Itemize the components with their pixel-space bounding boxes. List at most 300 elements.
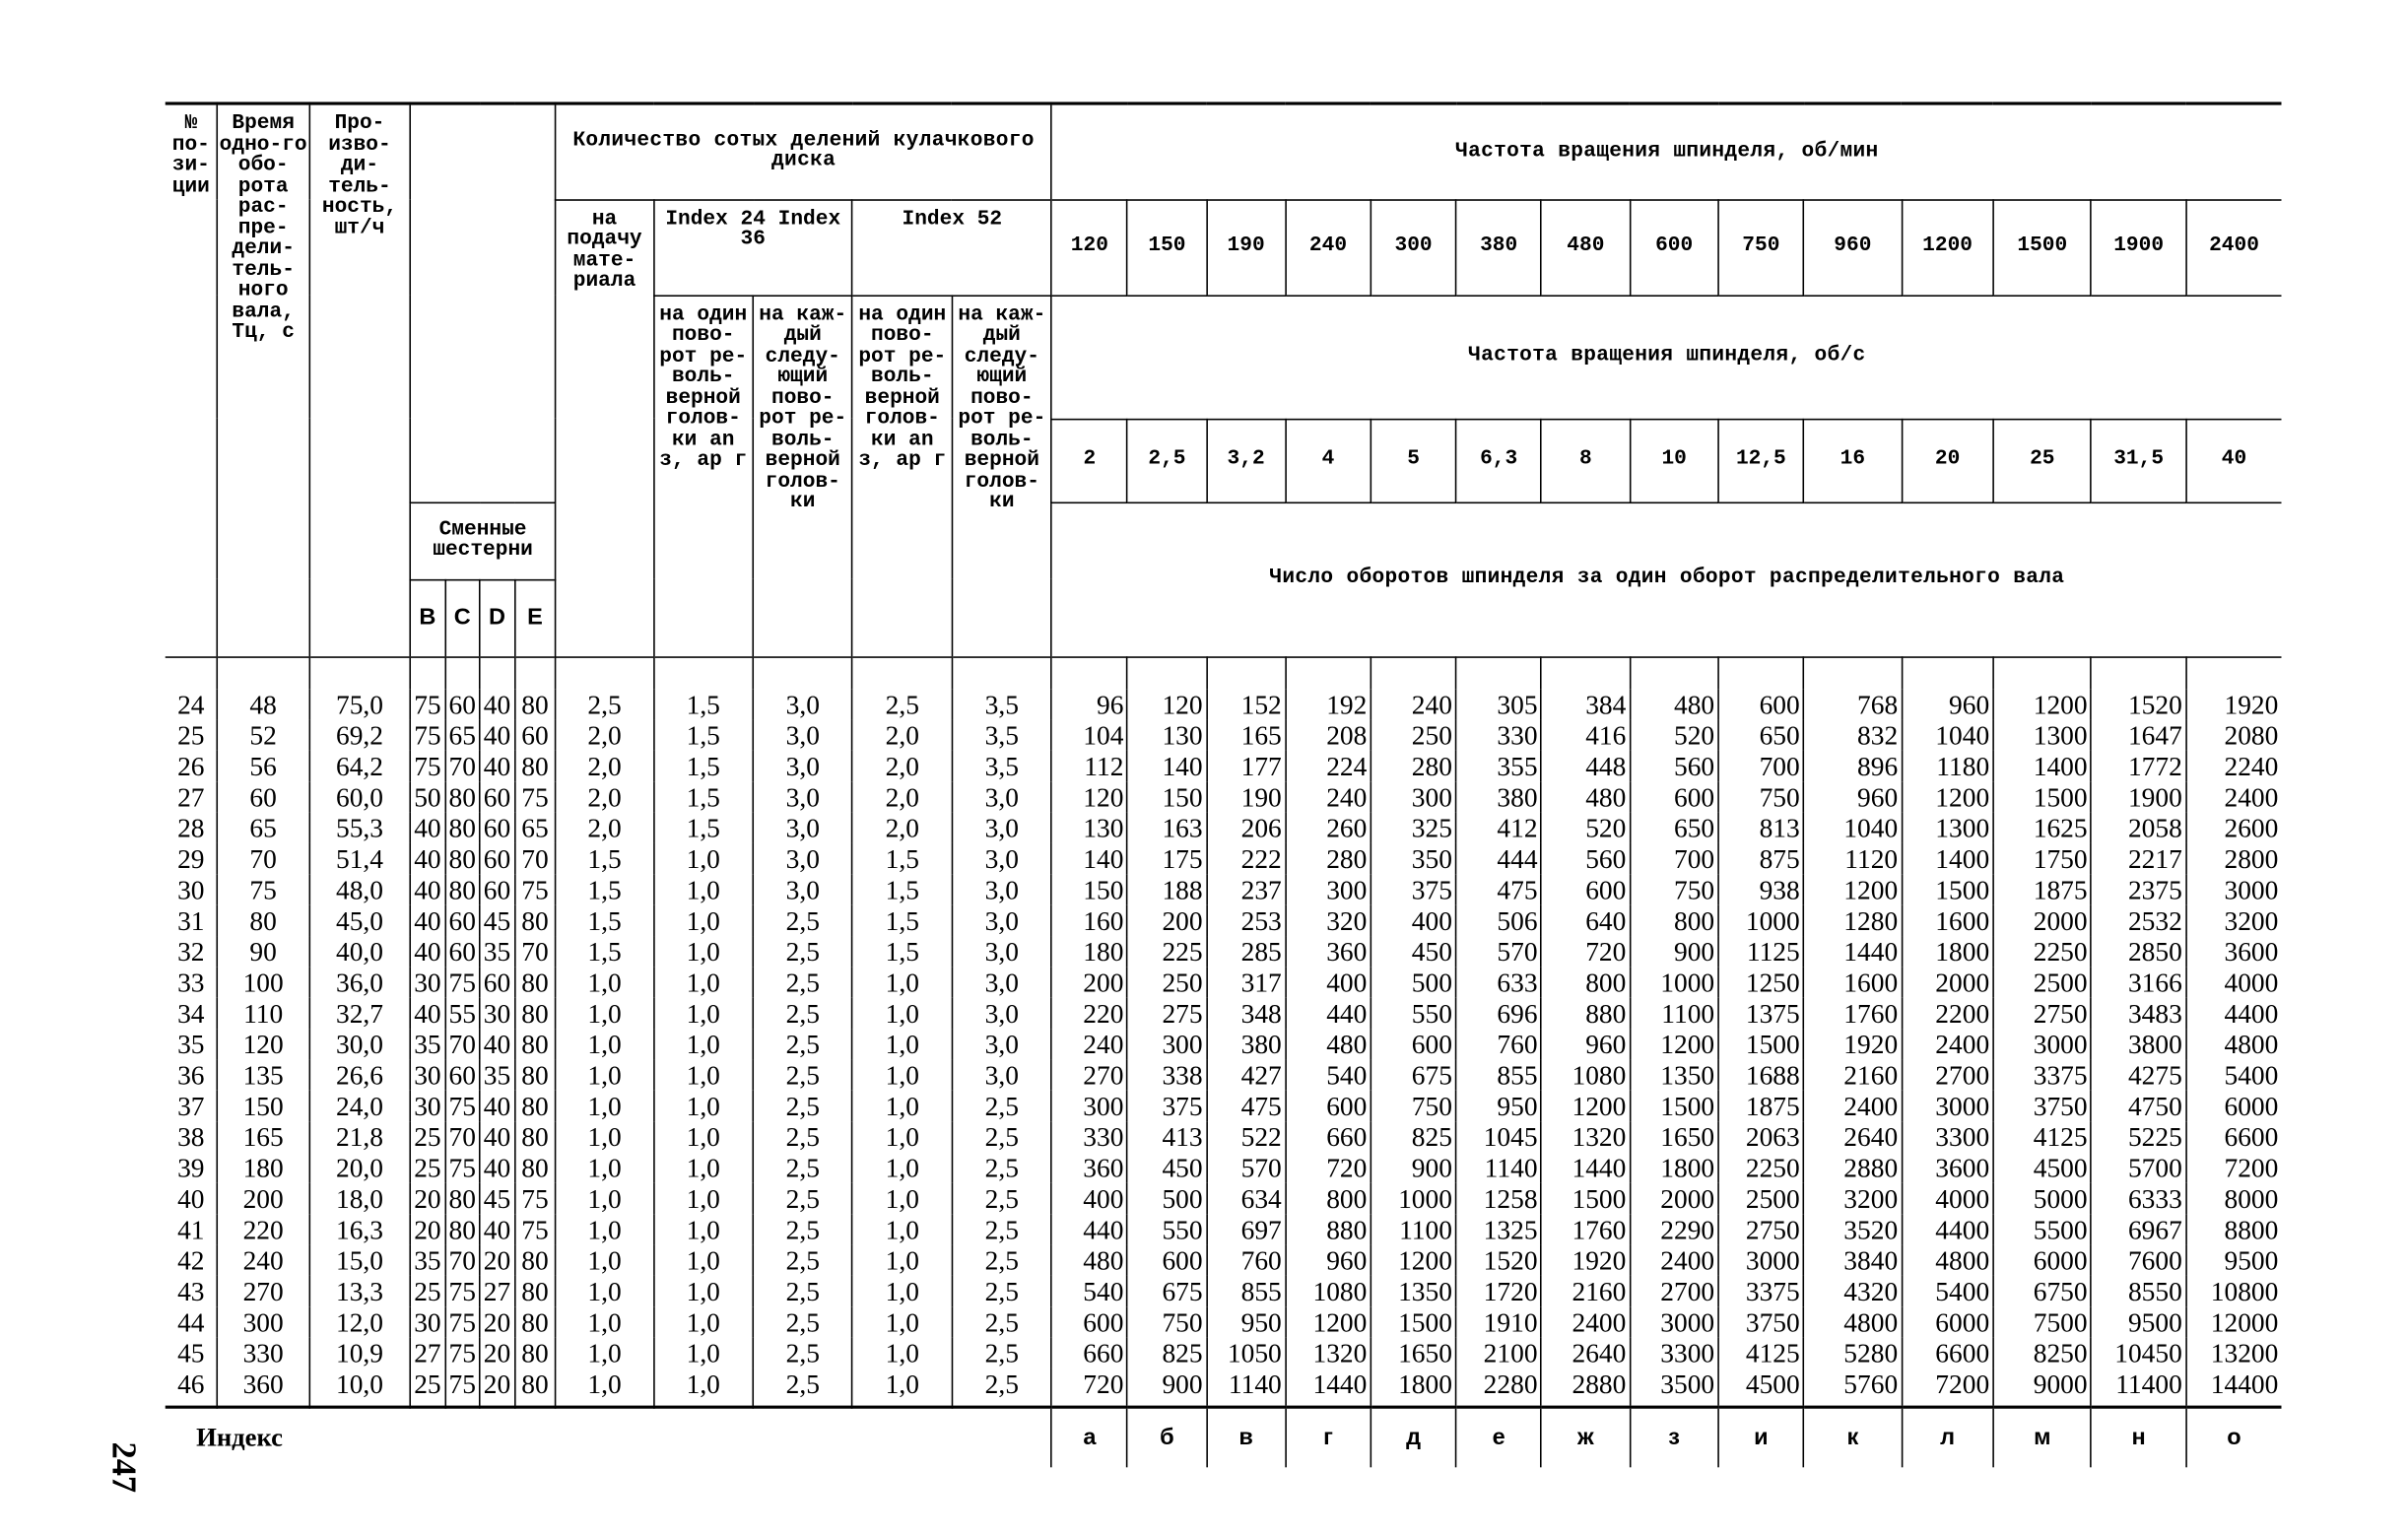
cell-gear-d: 20 xyxy=(480,1305,514,1336)
cell-revs-v: 348 xyxy=(1207,997,1286,1028)
cell-revs-z: 520 xyxy=(1630,719,1718,750)
cell-gear-b: 20 xyxy=(410,1213,444,1243)
cell-position: 46 xyxy=(177,1368,205,1399)
cell-revs-n: 1772 xyxy=(2092,750,2186,780)
cell-revs-v: 760 xyxy=(1207,1244,1286,1275)
cell-position: 31 xyxy=(177,903,205,936)
cell-gear-c: 80 xyxy=(445,780,480,811)
cell-position: 26 xyxy=(177,750,205,781)
cell-revs-z: 3000 xyxy=(1630,1305,1718,1336)
cell-gear-d: 35 xyxy=(480,1059,514,1090)
cell-revs-v: 237 xyxy=(1207,874,1286,904)
cell-each-next-24: 2,5 xyxy=(753,1244,852,1275)
cell-revs-l: 2000 xyxy=(1902,967,1993,997)
cell-revs-m: 1400 xyxy=(1993,750,2091,780)
index-letter: е xyxy=(1456,1406,1542,1466)
cell-each-next-24: 3,0 xyxy=(753,842,852,873)
cell-revs-k: 1600 xyxy=(1804,967,1902,997)
cell-revs-d: 500 xyxy=(1371,967,1456,997)
index-letter: б xyxy=(1127,1406,1206,1466)
cell-position: 42 xyxy=(177,1243,205,1276)
cell-each-next-52: 2,5 xyxy=(952,1305,1051,1336)
cell-revs-z: 600 xyxy=(1630,780,1718,811)
header-cam-divisions: Количество сотых делений кулачкового диска xyxy=(556,103,1052,199)
cell-revs-e: 950 xyxy=(1456,1090,1542,1120)
rpm-value: 190 xyxy=(1207,199,1286,295)
cell-revs-g: 660 xyxy=(1286,1120,1371,1151)
cell-revs-z: 750 xyxy=(1630,874,1718,904)
cell-revs-n: 4275 xyxy=(2092,1059,2186,1090)
rpm-value: 1500 xyxy=(1993,199,2091,295)
cell-revs-v: 165 xyxy=(1207,719,1286,750)
cell-one-turn-52: 1,5 xyxy=(852,935,952,966)
cell-each-next-24: 2,5 xyxy=(753,1182,852,1213)
cell-revs-l: 2700 xyxy=(1902,1059,1993,1090)
cell-each-next-52: 3,0 xyxy=(952,1028,1051,1058)
cell-revs-o: 2600 xyxy=(2186,812,2282,842)
cell-one-turn-24: 1,5 xyxy=(653,750,753,780)
cell-gear-c: 70 xyxy=(445,1120,480,1151)
cell-revs-v: 253 xyxy=(1207,904,1286,935)
header-one-turn-24: на один пово-рот ре-воль-верной голов-ки аn з, аp г xyxy=(653,295,753,656)
cell-revs-l: 3600 xyxy=(1902,1152,1993,1182)
cell-revs-v: 222 xyxy=(1207,842,1286,873)
cell-revs-zh: 2160 xyxy=(1541,1275,1630,1305)
cell-feed-material: 1,0 xyxy=(556,1152,653,1182)
cell-feed-material: 1,0 xyxy=(556,1182,653,1213)
cell-revs-zh: 1440 xyxy=(1541,1152,1630,1182)
cell-each-next-52: 2,5 xyxy=(952,1120,1051,1151)
cell-productivity: 10,9 xyxy=(309,1337,411,1368)
cell-revs-m: 1875 xyxy=(1993,874,2091,904)
cell-revs-m: 6750 xyxy=(1993,1275,2091,1305)
cell-revs-n: 5225 xyxy=(2092,1120,2186,1151)
cell-gear-c: 60 xyxy=(445,935,480,966)
cell-cycle-time: 220 xyxy=(218,1213,309,1243)
cell-gear-d: 45 xyxy=(480,1182,514,1213)
cell-position: 45 xyxy=(177,1336,205,1369)
cell-gear-b: 75 xyxy=(410,719,444,750)
cell-revs-z: 2290 xyxy=(1630,1213,1718,1243)
index-letter: г xyxy=(1286,1406,1371,1466)
cell-revs-zh: 2640 xyxy=(1541,1337,1630,1368)
cell-gear-d: 40 xyxy=(480,1120,514,1151)
cell-each-next-52: 3,5 xyxy=(952,719,1051,750)
header-each-next-24: на каж-дый следу-ющий пово-рот ре-воль-верной голов-ки xyxy=(753,295,852,656)
table-row xyxy=(166,688,2282,718)
cell-revs-e: 380 xyxy=(1456,780,1542,811)
cell-gear-b: 25 xyxy=(410,1120,444,1151)
cell-gear-e: 60 xyxy=(514,719,556,750)
cell-revs-z: 1800 xyxy=(1630,1152,1718,1182)
cell-one-turn-52: 1,0 xyxy=(852,1028,952,1058)
cell-cycle-time: 65 xyxy=(218,812,309,842)
header-each-next-52: на каж-дый следу-ющий пово-рот ре-воль-верной голов-ки xyxy=(952,295,1051,656)
cell-cycle-time: 135 xyxy=(218,1059,309,1090)
cell-feed-material: 1,0 xyxy=(556,1059,653,1090)
cell-revs-o: 5400 xyxy=(2186,1059,2282,1090)
header-rpm-title: Частота вращения шпинделя, об/мин xyxy=(1051,103,2281,199)
cell-cycle-time: 200 xyxy=(218,1182,309,1213)
cell-position: 28 xyxy=(177,811,205,843)
cell-gear-b: 20 xyxy=(410,1182,444,1213)
index-letter: л xyxy=(1902,1406,1993,1466)
cell-revs-k: 5760 xyxy=(1804,1368,1902,1406)
gear-e: E xyxy=(514,579,556,656)
cell-revs-a: 440 xyxy=(1051,1213,1127,1243)
cell-one-turn-24: 1,0 xyxy=(653,1182,753,1213)
cell-position: 33 xyxy=(177,966,205,997)
cell-gear-c: 80 xyxy=(445,842,480,873)
cell-revs-zh: 1200 xyxy=(1541,1090,1630,1120)
cell-feed-material: 1,0 xyxy=(556,1305,653,1336)
cell-revs-i: 1000 xyxy=(1718,904,1804,935)
cell-revs-o: 7200 xyxy=(2186,1152,2282,1182)
cell-gear-b: 40 xyxy=(410,842,444,873)
cell-revs-z: 650 xyxy=(1630,812,1718,842)
cell-one-turn-52: 1,0 xyxy=(852,1182,952,1213)
cell-revs-m: 2500 xyxy=(1993,967,2091,997)
index-letter: ж xyxy=(1541,1406,1630,1466)
cell-revs-b: 600 xyxy=(1127,1244,1206,1275)
cell-revs-m: 2250 xyxy=(1993,935,2091,966)
cell-revs-a: 96 xyxy=(1051,688,1127,718)
cell-revs-d: 675 xyxy=(1371,1059,1456,1090)
table-row xyxy=(166,904,2282,935)
cell-gear-c: 75 xyxy=(445,1305,480,1336)
cell-gear-d: 40 xyxy=(480,1090,514,1120)
cell-gear-c: 60 xyxy=(445,1059,480,1090)
cell-revs-zh: 720 xyxy=(1541,935,1630,966)
rps-value: 8 xyxy=(1541,419,1630,502)
cell-revs-d: 450 xyxy=(1371,935,1456,966)
rps-value: 2 xyxy=(1051,419,1127,502)
cell-revs-d: 280 xyxy=(1371,750,1456,780)
cell-gear-d: 60 xyxy=(480,780,514,811)
header-change-gears: Сменные шестерни xyxy=(410,502,556,579)
cell-revs-zh: 1080 xyxy=(1541,1059,1630,1090)
cell-each-next-52: 2,5 xyxy=(952,1090,1051,1120)
cell-gear-b: 40 xyxy=(410,904,444,935)
index-letter: о xyxy=(2186,1406,2282,1466)
cell-revs-d: 1800 xyxy=(1371,1368,1456,1406)
cell-revs-l: 2400 xyxy=(1902,1028,1993,1058)
table-row xyxy=(166,812,2282,842)
cell-each-next-24: 3,0 xyxy=(753,874,852,904)
cell-revs-zh: 960 xyxy=(1541,1028,1630,1058)
cell-revs-e: 2280 xyxy=(1456,1368,1542,1406)
cell-revs-d: 375 xyxy=(1371,874,1456,904)
cell-revs-o: 10800 xyxy=(2186,1275,2282,1305)
cell-one-turn-52: 1,0 xyxy=(852,1059,952,1090)
cell-revs-e: 1045 xyxy=(1456,1120,1542,1151)
cell-cycle-time: 240 xyxy=(218,1244,309,1275)
cell-revs-d: 1350 xyxy=(1371,1275,1456,1305)
cell-each-next-52: 2,5 xyxy=(952,1213,1051,1243)
cell-revs-o: 14400 xyxy=(2186,1368,2282,1406)
cell-gear-d: 35 xyxy=(480,935,514,966)
cell-revs-l: 4400 xyxy=(1902,1213,1993,1243)
cell-revs-z: 1200 xyxy=(1630,1028,1718,1058)
table-row xyxy=(166,750,2282,780)
cell-revs-m: 7500 xyxy=(1993,1305,2091,1336)
rps-value: 4 xyxy=(1286,419,1371,502)
header-position: № по-зи-ции xyxy=(166,103,218,656)
cell-productivity: 24,0 xyxy=(309,1090,411,1120)
cell-revs-a: 160 xyxy=(1051,904,1127,935)
cell-gear-c: 75 xyxy=(445,1337,480,1368)
cell-revs-n: 2532 xyxy=(2092,904,2186,935)
cell-revs-a: 480 xyxy=(1051,1244,1127,1275)
cell-gear-e: 75 xyxy=(514,780,556,811)
cell-revs-d: 400 xyxy=(1371,904,1456,935)
cell-revs-v: 317 xyxy=(1207,967,1286,997)
cell-one-turn-24: 1,0 xyxy=(653,997,753,1028)
cell-revs-a: 330 xyxy=(1051,1120,1127,1151)
cell-one-turn-24: 1,0 xyxy=(653,1120,753,1151)
cell-one-turn-24: 1,0 xyxy=(653,935,753,966)
cell-revs-i: 813 xyxy=(1718,812,1804,842)
cell-revs-g: 208 xyxy=(1286,719,1371,750)
cell-gear-d: 40 xyxy=(480,1213,514,1243)
cell-gear-b: 35 xyxy=(410,1244,444,1275)
cell-revs-v: 522 xyxy=(1207,1120,1286,1151)
cell-revs-k: 4800 xyxy=(1804,1305,1902,1336)
cell-revs-m: 4125 xyxy=(1993,1120,2091,1151)
index-row xyxy=(166,1406,2282,1466)
cell-each-next-24: 3,0 xyxy=(753,812,852,842)
cell-revs-m: 1200 xyxy=(1993,688,2091,718)
cell-revs-e: 305 xyxy=(1456,688,1542,718)
cell-revs-m: 3375 xyxy=(1993,1059,2091,1090)
cell-gear-c: 70 xyxy=(445,1028,480,1058)
cell-gear-e: 80 xyxy=(514,904,556,935)
cell-revs-l: 1400 xyxy=(1902,842,1993,873)
table-row xyxy=(166,842,2282,873)
cell-gear-c: 80 xyxy=(445,1182,480,1213)
cell-cycle-time: 56 xyxy=(218,750,309,780)
cell-gear-b: 75 xyxy=(410,688,444,718)
cell-revs-k: 896 xyxy=(1804,750,1902,780)
cell-feed-material: 1,5 xyxy=(556,842,653,873)
cell-revs-g: 280 xyxy=(1286,842,1371,873)
table-row xyxy=(166,1028,2282,1058)
cell-revs-n: 3800 xyxy=(2092,1028,2186,1058)
cell-revs-b: 188 xyxy=(1127,874,1206,904)
cell-gear-d: 60 xyxy=(480,842,514,873)
cell-each-next-52: 2,5 xyxy=(952,1182,1051,1213)
cell-gear-e: 80 xyxy=(514,1059,556,1090)
cell-productivity: 40,0 xyxy=(309,935,411,966)
header-cycle-time: Время одно-го обо-рота рас-пре-дели-тель-ного вала, Тц, с xyxy=(218,103,309,656)
index-letter: и xyxy=(1718,1406,1804,1466)
header-blank xyxy=(410,103,556,501)
cell-each-next-52: 3,5 xyxy=(952,688,1051,718)
cell-each-next-52: 3,0 xyxy=(952,967,1051,997)
header-rps-title: Частота вращения шпинделя, об/с xyxy=(1051,295,2281,418)
cell-revs-zh: 600 xyxy=(1541,874,1630,904)
cell-revs-k: 832 xyxy=(1804,719,1902,750)
cell-revs-n: 8550 xyxy=(2092,1275,2186,1305)
cell-revs-i: 1500 xyxy=(1718,1028,1804,1058)
cell-revs-g: 480 xyxy=(1286,1028,1371,1058)
cell-revs-zh: 520 xyxy=(1541,812,1630,842)
cell-revs-z: 1100 xyxy=(1630,997,1718,1028)
cell-revs-e: 760 xyxy=(1456,1028,1542,1058)
cell-each-next-24: 2,5 xyxy=(753,1337,852,1368)
cell-revs-e: 633 xyxy=(1456,967,1542,997)
cell-revs-a: 270 xyxy=(1051,1059,1127,1090)
cell-revs-z: 2400 xyxy=(1630,1244,1718,1275)
page-number: 247 xyxy=(104,1441,144,1494)
cell-feed-material: 1,5 xyxy=(556,904,653,935)
cell-revs-i: 938 xyxy=(1718,874,1804,904)
cell-revs-g: 540 xyxy=(1286,1059,1371,1090)
cell-revs-m: 9000 xyxy=(1993,1368,2091,1406)
cell-revs-v: 427 xyxy=(1207,1059,1286,1090)
rps-value: 5 xyxy=(1371,419,1456,502)
cell-one-turn-52: 2,0 xyxy=(852,812,952,842)
cell-revs-l: 4800 xyxy=(1902,1244,1993,1275)
cell-revs-d: 750 xyxy=(1371,1090,1456,1120)
cell-one-turn-24: 1,0 xyxy=(653,1368,753,1406)
table-row xyxy=(166,935,2282,966)
cell-revs-zh: 2400 xyxy=(1541,1305,1630,1336)
cell-revs-b: 750 xyxy=(1127,1305,1206,1336)
cell-each-next-24: 2,5 xyxy=(753,1120,852,1151)
cell-revs-m: 1750 xyxy=(1993,842,2091,873)
cell-revs-v: 152 xyxy=(1207,688,1286,718)
table-row xyxy=(166,1182,2282,1213)
cell-one-turn-24: 1,0 xyxy=(653,1244,753,1275)
cell-revs-i: 1688 xyxy=(1718,1059,1804,1090)
cell-revs-a: 130 xyxy=(1051,812,1127,842)
cell-revs-k: 1920 xyxy=(1804,1028,1902,1058)
cell-feed-material: 1,0 xyxy=(556,1028,653,1058)
cell-each-next-24: 2,5 xyxy=(753,1059,852,1090)
cell-revs-l: 4000 xyxy=(1902,1182,1993,1213)
table-row xyxy=(166,1305,2282,1336)
cell-revs-b: 225 xyxy=(1127,935,1206,966)
cell-revs-e: 355 xyxy=(1456,750,1542,780)
cell-revs-zh: 480 xyxy=(1541,780,1630,811)
cell-revs-g: 880 xyxy=(1286,1213,1371,1243)
table-row xyxy=(166,997,2282,1028)
spindle-speed-table xyxy=(166,101,2282,1466)
cell-productivity: 26,6 xyxy=(309,1059,411,1090)
cell-revs-k: 3840 xyxy=(1804,1244,1902,1275)
cell-revs-n: 3166 xyxy=(2092,967,2186,997)
cell-revs-zh: 640 xyxy=(1541,904,1630,935)
cell-revs-g: 800 xyxy=(1286,1182,1371,1213)
cell-gear-b: 30 xyxy=(410,967,444,997)
cell-revs-e: 1910 xyxy=(1456,1305,1542,1336)
cell-one-turn-52: 1,0 xyxy=(852,1244,952,1275)
cell-revs-d: 1100 xyxy=(1371,1213,1456,1243)
header-feed-material: на подачу мате-риала xyxy=(556,199,653,656)
rpm-value: 2400 xyxy=(2186,199,2282,295)
cell-gear-b: 30 xyxy=(410,1305,444,1336)
cell-each-next-52: 3,0 xyxy=(952,812,1051,842)
cell-revs-e: 1140 xyxy=(1456,1152,1542,1182)
cell-revs-a: 540 xyxy=(1051,1275,1127,1305)
rps-value: 10 xyxy=(1630,419,1718,502)
cell-revs-g: 960 xyxy=(1286,1244,1371,1275)
cell-productivity: 10,0 xyxy=(309,1368,411,1406)
cell-revs-m: 2000 xyxy=(1993,904,2091,935)
cell-revs-b: 200 xyxy=(1127,904,1206,935)
cell-revs-d: 550 xyxy=(1371,997,1456,1028)
cell-revs-v: 1140 xyxy=(1207,1368,1286,1406)
cell-revs-g: 260 xyxy=(1286,812,1371,842)
cell-productivity: 36,0 xyxy=(309,967,411,997)
cell-each-next-52: 3,0 xyxy=(952,780,1051,811)
cell-revs-n: 1900 xyxy=(2092,780,2186,811)
cell-revs-a: 400 xyxy=(1051,1182,1127,1213)
cell-gear-b: 40 xyxy=(410,997,444,1028)
cell-revs-g: 1440 xyxy=(1286,1368,1371,1406)
cell-productivity: 45,0 xyxy=(309,904,411,935)
cell-revs-b: 300 xyxy=(1127,1028,1206,1058)
table-row xyxy=(166,1275,2282,1305)
cell-revs-l: 1040 xyxy=(1902,719,1993,750)
index-letter: м xyxy=(1993,1406,2091,1466)
header-index-24-36: Index 24 Index 36 xyxy=(653,199,852,295)
cell-position: 37 xyxy=(177,1090,205,1121)
cell-one-turn-24: 1,0 xyxy=(653,1275,753,1305)
cell-gear-b: 30 xyxy=(410,1059,444,1090)
cell-one-turn-24: 1,5 xyxy=(653,812,753,842)
cell-feed-material: 1,0 xyxy=(556,1090,653,1120)
cell-gear-e: 80 xyxy=(514,1120,556,1151)
cell-revs-v: 206 xyxy=(1207,812,1286,842)
cell-revs-m: 3000 xyxy=(1993,1028,2091,1058)
cell-one-turn-24: 1,0 xyxy=(653,1028,753,1058)
cell-revs-g: 1200 xyxy=(1286,1305,1371,1336)
cell-revs-b: 450 xyxy=(1127,1152,1206,1182)
cell-each-next-24: 3,0 xyxy=(753,688,852,718)
cell-position: 27 xyxy=(177,780,205,812)
cell-cycle-time: 180 xyxy=(218,1152,309,1182)
cell-each-next-24: 2,5 xyxy=(753,997,852,1028)
cell-revs-i: 700 xyxy=(1718,750,1804,780)
cell-revs-n: 6333 xyxy=(2092,1182,2186,1213)
cell-revs-a: 180 xyxy=(1051,935,1127,966)
rps-value: 12,5 xyxy=(1718,419,1804,502)
cell-revs-a: 112 xyxy=(1051,750,1127,780)
cell-gear-e: 80 xyxy=(514,1090,556,1120)
cell-gear-b: 40 xyxy=(410,812,444,842)
cell-revs-e: 412 xyxy=(1456,812,1542,842)
cell-each-next-24: 3,0 xyxy=(753,780,852,811)
cell-feed-material: 1,0 xyxy=(556,1337,653,1368)
cell-revs-e: 1720 xyxy=(1456,1275,1542,1305)
cell-gear-c: 55 xyxy=(445,997,480,1028)
cell-revs-z: 2700 xyxy=(1630,1275,1718,1305)
cell-one-turn-24: 1,0 xyxy=(653,1305,753,1336)
cell-gear-b: 25 xyxy=(410,1152,444,1182)
cell-revs-z: 1000 xyxy=(1630,967,1718,997)
cell-each-next-52: 2,5 xyxy=(952,1275,1051,1305)
cell-revs-zh: 2880 xyxy=(1541,1368,1630,1406)
cell-gear-c: 80 xyxy=(445,1213,480,1243)
cell-revs-g: 360 xyxy=(1286,935,1371,966)
cell-revs-n: 2217 xyxy=(2092,842,2186,873)
rpm-value: 380 xyxy=(1456,199,1542,295)
cell-revs-d: 350 xyxy=(1371,842,1456,873)
cell-revs-a: 220 xyxy=(1051,997,1127,1028)
cell-revs-l: 1500 xyxy=(1902,874,1993,904)
